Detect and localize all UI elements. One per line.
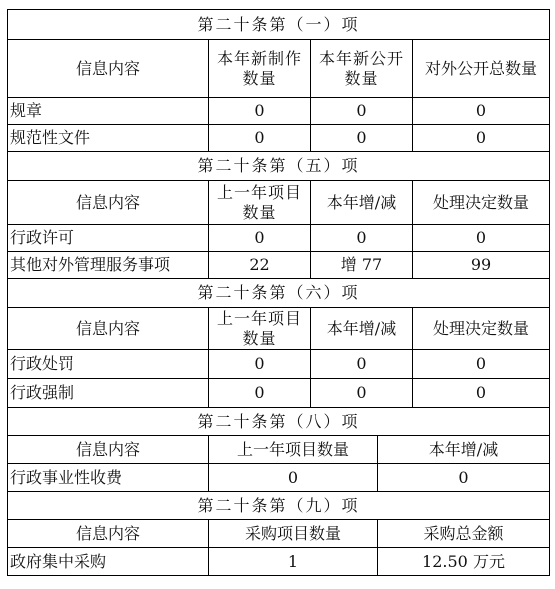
- cell-value: 1: [209, 548, 378, 576]
- table-row: [8, 98, 550, 125]
- cell-value: 0: [209, 350, 311, 379]
- cell-value: 12.50 万元: [378, 548, 550, 576]
- cell-value: 0: [311, 379, 413, 408]
- cell-value: 0: [209, 125, 311, 152]
- column-header-content: 信息内容: [8, 181, 209, 225]
- row-label: 政府集中采购: [8, 548, 209, 576]
- column-header-decisions: 处理决定数量: [413, 308, 550, 350]
- column-header-purchase-amount: 采购总金额: [378, 520, 550, 548]
- row-label: 行政事业性收费: [8, 464, 209, 492]
- section-20-1-table: [7, 9, 550, 152]
- cell-value: 0: [413, 225, 550, 252]
- row-label: 其他对外管理服务事项: [8, 252, 209, 279]
- cell-value: 0: [311, 350, 413, 379]
- table-row: [8, 548, 550, 576]
- row-label: 行政强制: [8, 379, 209, 408]
- row-label: 行政许可: [8, 225, 209, 252]
- table-row: [8, 379, 550, 408]
- cell-value: 0: [311, 225, 413, 252]
- column-header-change: 本年增/减: [311, 308, 413, 350]
- row-label: 行政处罚: [8, 350, 209, 379]
- cell-value: 0: [209, 225, 311, 252]
- cell-value: 增 77: [311, 252, 413, 279]
- cell-value: 0: [311, 98, 413, 125]
- cell-value: 0: [413, 125, 550, 152]
- column-header-prev-year-count: 上一年项目数量: [209, 436, 378, 464]
- cell-value: 99: [413, 252, 550, 279]
- section-title: 第二十条第（五）项: [8, 152, 550, 181]
- disclosure-statistics-table: [7, 9, 550, 576]
- cell-value: 0: [413, 350, 550, 379]
- section-20-8-table: [7, 407, 550, 492]
- column-header-prev-year-count: 上一年项目数量: [209, 181, 311, 225]
- table-row: [8, 225, 550, 252]
- cell-value: 0: [378, 464, 550, 492]
- column-header-purchase-count: 采购项目数量: [209, 520, 378, 548]
- cell-value: 0: [311, 125, 413, 152]
- row-label: 规范性文件: [8, 125, 209, 152]
- column-header-change: 本年增/减: [311, 181, 413, 225]
- section-20-6-table: [7, 278, 550, 408]
- column-header-change: 本年增/减: [378, 436, 550, 464]
- column-header-content: 信息内容: [8, 308, 209, 350]
- column-header-decisions: 处理决定数量: [413, 181, 550, 225]
- section-title: 第二十条第（一）项: [8, 10, 550, 40]
- section-title: 第二十条第（六）项: [8, 279, 550, 308]
- cell-value: 0: [209, 98, 311, 125]
- row-label: 规章: [8, 98, 209, 125]
- cell-value: 0: [209, 379, 311, 408]
- cell-value: 0: [413, 98, 550, 125]
- column-header-content: 信息内容: [8, 436, 209, 464]
- section-20-5-table: [7, 151, 550, 279]
- column-header-content: 信息内容: [8, 40, 209, 98]
- column-header-new-produced: 本年新制作数量: [209, 40, 311, 98]
- column-header-content: 信息内容: [8, 520, 209, 548]
- section-20-9-table: [7, 491, 550, 576]
- table-row: [8, 350, 550, 379]
- table-row: [8, 252, 550, 279]
- cell-value: 0: [209, 464, 378, 492]
- column-header-new-published: 本年新公开数量: [311, 40, 413, 98]
- table-row: [8, 125, 550, 152]
- section-title: 第二十条第（九）项: [8, 492, 550, 520]
- cell-value: 0: [413, 379, 550, 408]
- table-row: [8, 464, 550, 492]
- section-title: 第二十条第（八）项: [8, 408, 550, 436]
- column-header-total-published: 对外公开总数量: [413, 40, 550, 98]
- cell-value: 22: [209, 252, 311, 279]
- column-header-prev-year-count: 上一年项目数量: [209, 308, 311, 350]
